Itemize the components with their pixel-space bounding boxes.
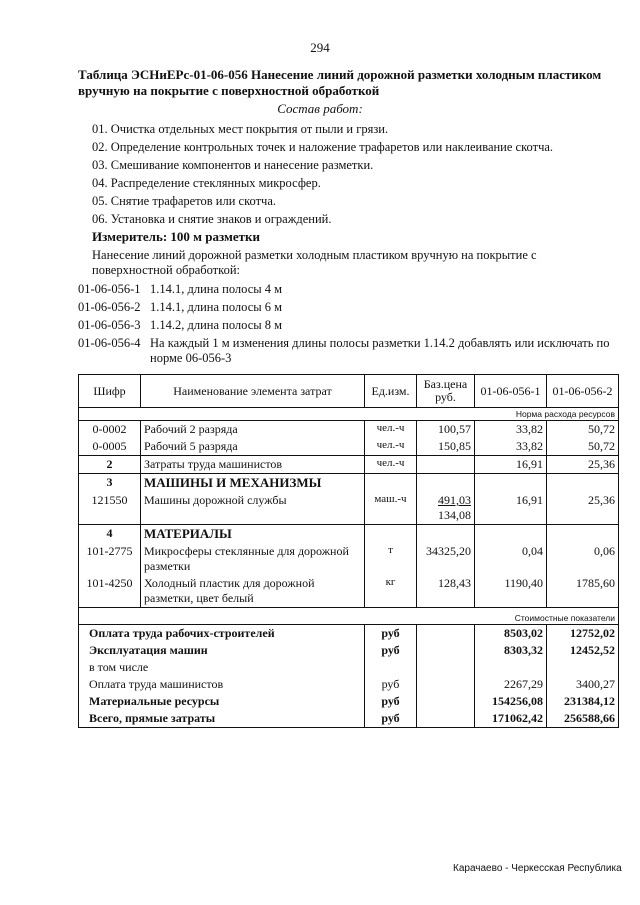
row-value-1: 1190,40 bbox=[475, 575, 547, 608]
row-code: 101-4250 bbox=[79, 575, 141, 608]
row-value-2: 25,36 bbox=[547, 456, 619, 474]
code-text: На каждый 1 м изменения длины полосы разметки 1.14.2 добавлять или исключать по норме 06-056-3 bbox=[150, 336, 610, 365]
footer-region: Карачаево - Черкесская Республика bbox=[453, 863, 622, 874]
cost-row bbox=[79, 659, 619, 676]
price-bottom: 134,08 bbox=[438, 508, 471, 522]
row-value-1: 0,04 bbox=[475, 543, 547, 575]
work-item: 05. Снятие трафаретов или скотча. bbox=[92, 194, 277, 208]
table-row bbox=[79, 543, 619, 575]
section-code: 3 bbox=[79, 474, 141, 493]
section-name: МАТЕРИАЛЫ bbox=[141, 525, 365, 544]
row-name: Затраты труда машинистов bbox=[141, 456, 365, 474]
header-unit: Ед.изм. bbox=[365, 375, 417, 408]
cost-row bbox=[79, 625, 619, 643]
row-value-1: 16,91 bbox=[475, 456, 547, 474]
cost-value-1: 2267,29 bbox=[475, 676, 547, 693]
cost-name: Оплата труда машинистов bbox=[79, 676, 365, 693]
page-number: 294 bbox=[310, 40, 330, 55]
cost-value-2 bbox=[547, 659, 619, 676]
row-price: 34325,20 bbox=[417, 543, 475, 575]
row-unit: кг bbox=[365, 575, 417, 608]
code-row bbox=[78, 282, 618, 297]
code-text: 1.14.1, длина полосы 6 м bbox=[150, 300, 283, 314]
codes-list bbox=[78, 282, 618, 369]
cost-unit bbox=[365, 659, 417, 676]
cost-unit: руб bbox=[365, 625, 417, 643]
row-price: 100,57 bbox=[417, 421, 475, 439]
section-name: МАШИНЫ И МЕХАНИЗМЫ bbox=[141, 474, 365, 493]
row-unit: т bbox=[365, 543, 417, 575]
cost-name: Материальные ресурсы bbox=[79, 693, 365, 710]
row-value-2: 25,36 bbox=[547, 492, 619, 525]
cost-row bbox=[79, 642, 619, 659]
row-value-1: 33,82 bbox=[475, 438, 547, 456]
table-header-row bbox=[79, 375, 619, 408]
row-value-1: 16,91 bbox=[475, 492, 547, 525]
table-row bbox=[79, 438, 619, 456]
cost-value-2: 256588,66 bbox=[547, 710, 619, 728]
row-value-2: 50,72 bbox=[547, 421, 619, 439]
cost-value-1 bbox=[475, 659, 547, 676]
cost-row bbox=[79, 693, 619, 710]
row-name: Холодный пластик для дорожной разметки, цвет белый bbox=[141, 575, 365, 608]
code: 01-06-056-3 bbox=[78, 318, 141, 332]
section-row bbox=[79, 525, 619, 544]
row-price bbox=[417, 492, 475, 525]
work-item: 04. Распределение стеклянных микросфер. bbox=[92, 176, 321, 190]
cost-value-2: 12752,02 bbox=[547, 625, 619, 643]
cost-unit: руб bbox=[365, 710, 417, 728]
meter-label: Измеритель: 100 м разметки bbox=[92, 229, 261, 244]
cost-unit: руб bbox=[365, 693, 417, 710]
code-row bbox=[78, 336, 618, 366]
row-name: Машины дорожной службы bbox=[141, 492, 365, 525]
cost-unit: руб bbox=[365, 642, 417, 659]
cost-value-2: 231384,12 bbox=[547, 693, 619, 710]
works-list bbox=[92, 120, 553, 228]
row-unit: чел.-ч bbox=[365, 421, 417, 439]
code-row bbox=[78, 318, 618, 333]
price-top: 491,03 bbox=[438, 493, 471, 507]
row-name: Рабочий 2 разряда bbox=[141, 421, 365, 439]
header-code: Шифр bbox=[79, 375, 141, 408]
table-row bbox=[79, 492, 619, 525]
header-col2: 01-06-056-2 bbox=[547, 375, 619, 408]
row-code: 2 bbox=[79, 456, 141, 474]
cost-label-row bbox=[79, 608, 619, 625]
row-name: Рабочий 5 разряда bbox=[141, 438, 365, 456]
norm-label: Норма расхода ресурсов bbox=[79, 408, 619, 421]
cost-value-1: 154256,08 bbox=[475, 693, 547, 710]
row-price bbox=[417, 456, 475, 474]
cost-row bbox=[79, 710, 619, 728]
cost-row bbox=[79, 676, 619, 693]
header-col1: 01-06-056-1 bbox=[475, 375, 547, 408]
table-row bbox=[79, 421, 619, 439]
cost-value-2: 3400,27 bbox=[547, 676, 619, 693]
cost-value-2: 12452,52 bbox=[547, 642, 619, 659]
code: 01-06-056-1 bbox=[78, 282, 141, 296]
header-price: Баз.цена руб. bbox=[417, 375, 475, 408]
table-title: Таблица ЭСНиЕРс-01-06-056 Нанесение линий дорожной разметки холодным пластиком вручную на покрытие с поверхностной обработкой bbox=[78, 67, 602, 98]
row-name: Микросферы стеклянные для дорожной разметки bbox=[141, 543, 365, 575]
work-item: 03. Смешивание компонентов и нанесение разметки. bbox=[92, 158, 374, 172]
cost-name: в том числе bbox=[79, 659, 365, 676]
cost-value-1: 8503,02 bbox=[475, 625, 547, 643]
cost-unit: руб bbox=[365, 676, 417, 693]
work-item: 01. Очистка отдельных мест покрытия от пыли и грязи. bbox=[92, 122, 389, 136]
header-name: Наименование элемента затрат bbox=[141, 375, 365, 408]
cost-name: Оплата труда рабочих-строителей bbox=[79, 625, 365, 643]
row-unit: маш.-ч bbox=[365, 492, 417, 525]
work-heading: Состав работ: bbox=[277, 101, 363, 116]
cost-name: Всего, прямые затраты bbox=[79, 710, 365, 728]
row-value-2: 50,72 bbox=[547, 438, 619, 456]
row-price: 128,43 bbox=[417, 575, 475, 608]
table-row bbox=[79, 456, 619, 474]
cost-name: Эксплуатация машин bbox=[79, 642, 365, 659]
row-value-2: 0,06 bbox=[547, 543, 619, 575]
row-unit: чел.-ч bbox=[365, 456, 417, 474]
cost-value-1: 171062,42 bbox=[475, 710, 547, 728]
code-row bbox=[78, 300, 618, 315]
row-value-1: 33,82 bbox=[475, 421, 547, 439]
work-item: 06. Установка и снятие знаков и ограждений. bbox=[92, 212, 332, 226]
row-code: 0-0005 bbox=[79, 438, 141, 456]
description: Нанесение линий дорожной разметки холодным пластиком вручную на покрытие с поверхностной обработкой: bbox=[92, 248, 537, 277]
row-price: 150,85 bbox=[417, 438, 475, 456]
row-unit: чел.-ч bbox=[365, 438, 417, 456]
code-text: 1.14.1, длина полосы 4 м bbox=[150, 282, 283, 296]
row-code: 121550 bbox=[79, 492, 141, 525]
resource-table bbox=[78, 374, 619, 728]
work-item: 02. Определение контрольных точек и наложение трафаретов или наклеивание скотча. bbox=[92, 140, 554, 154]
norm-label-row bbox=[79, 408, 619, 421]
cost-label: Стоимостные показатели bbox=[79, 608, 619, 625]
code: 01-06-056-2 bbox=[78, 300, 141, 314]
code-text: 1.14.2, длина полосы 8 м bbox=[150, 318, 283, 332]
section-code: 4 bbox=[79, 525, 141, 544]
cost-value-1: 8303,32 bbox=[475, 642, 547, 659]
row-code: 0-0002 bbox=[79, 421, 141, 439]
section-row bbox=[79, 474, 619, 493]
table-row bbox=[79, 575, 619, 608]
row-code: 101-2775 bbox=[79, 543, 141, 575]
code: 01-06-056-4 bbox=[78, 336, 141, 350]
row-value-2: 1785,60 bbox=[547, 575, 619, 608]
